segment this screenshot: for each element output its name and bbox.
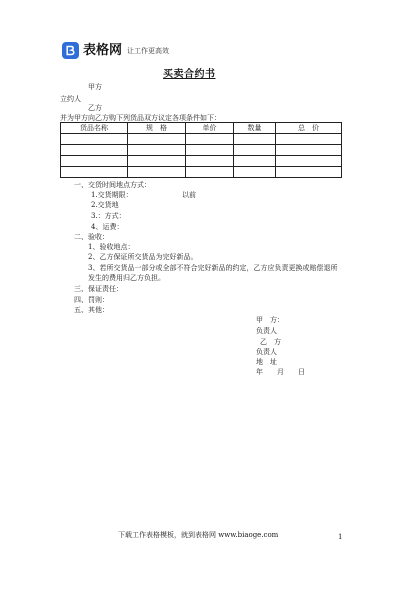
table-cell[interactable]	[234, 145, 276, 156]
col-header-spec: 规 格	[128, 123, 186, 134]
section-3-title: 三、保证责任：	[74, 285, 123, 293]
signature-rep-b: 负责人	[256, 348, 277, 356]
contract-maker-label: 立约人	[60, 95, 81, 103]
section-1-item-1-suffix: 以前	[182, 191, 196, 199]
table-cell[interactable]	[276, 156, 342, 167]
section-5-title: 五、其他：	[74, 306, 109, 314]
brand-slogan: 让工作更高效	[127, 47, 169, 55]
party-a-label: 甲方	[88, 83, 102, 91]
table-row	[61, 134, 342, 145]
section-1-item-1: 1.交货期限：	[91, 191, 133, 199]
section-2-item-3-cont: 发生的费用归乙方负担。	[88, 274, 165, 282]
brand-name: 表格网	[83, 43, 123, 58]
table-cell[interactable]	[61, 156, 128, 167]
section-1-item-2: 2.交货地	[91, 201, 119, 209]
table-row	[61, 156, 342, 167]
signature-party-b: 乙 方	[260, 338, 281, 346]
col-header-total: 总 价	[276, 123, 342, 134]
section-1-item-3: 3.：方式：	[91, 212, 126, 220]
col-header-quantity: 数量	[234, 123, 276, 134]
section-2-title: 二、验收：	[74, 233, 109, 241]
section-2-item-2: 2、乙方保证所交货品为完好新品。	[88, 253, 198, 261]
table-cell[interactable]	[186, 156, 234, 167]
table-cell[interactable]	[234, 167, 276, 178]
intro-text: 并为甲方向乙方购下列货品双方议定各项条件如下：	[60, 114, 221, 122]
table-cell[interactable]	[128, 167, 186, 178]
table-cell[interactable]	[128, 156, 186, 167]
table-cell[interactable]	[128, 134, 186, 145]
table-cell[interactable]	[61, 145, 128, 156]
table-cell[interactable]	[276, 145, 342, 156]
section-1-title: 一、交货时间地点方式：	[74, 181, 151, 189]
col-header-unit-price: 单价	[186, 123, 234, 134]
table-row	[61, 145, 342, 156]
signature-date: 年 月 日	[256, 368, 305, 376]
table-cell[interactable]	[234, 134, 276, 145]
party-b-label: 乙方	[88, 104, 102, 112]
table-cell[interactable]	[276, 167, 342, 178]
biaoge-logo-icon	[62, 42, 79, 59]
table-cell[interactable]	[61, 134, 128, 145]
signature-party-a: 甲 方：	[256, 316, 284, 324]
table-row	[61, 167, 342, 178]
goods-table	[60, 122, 342, 178]
table-header-row	[61, 123, 342, 134]
table-cell[interactable]	[128, 145, 186, 156]
signature-address: 地 址	[256, 358, 277, 366]
footer-text: 下载工作表格模板，就到表格网 www.biaoge.com	[118, 531, 279, 539]
table-cell[interactable]	[186, 134, 234, 145]
col-header-name: 货品名称	[61, 123, 128, 134]
table-cell[interactable]	[61, 167, 128, 178]
table-cell[interactable]	[186, 145, 234, 156]
signature-rep-a: 负责人	[256, 327, 277, 335]
section-2-item-1: 1、验收地点：	[88, 243, 135, 251]
section-4-title: 四、罚则：	[74, 296, 109, 304]
table-cell[interactable]	[234, 156, 276, 167]
table-cell[interactable]	[186, 167, 234, 178]
section-1-item-4: 4、运费：	[91, 223, 124, 231]
page-number: 1	[338, 533, 343, 541]
document-title: 买卖合约书	[163, 69, 216, 80]
section-2-item-3: 3、若所交货品一部分或全部不符合完好新品的约定，乙方应负责更换或赔偿退所	[88, 264, 338, 272]
table-cell[interactable]	[276, 134, 342, 145]
